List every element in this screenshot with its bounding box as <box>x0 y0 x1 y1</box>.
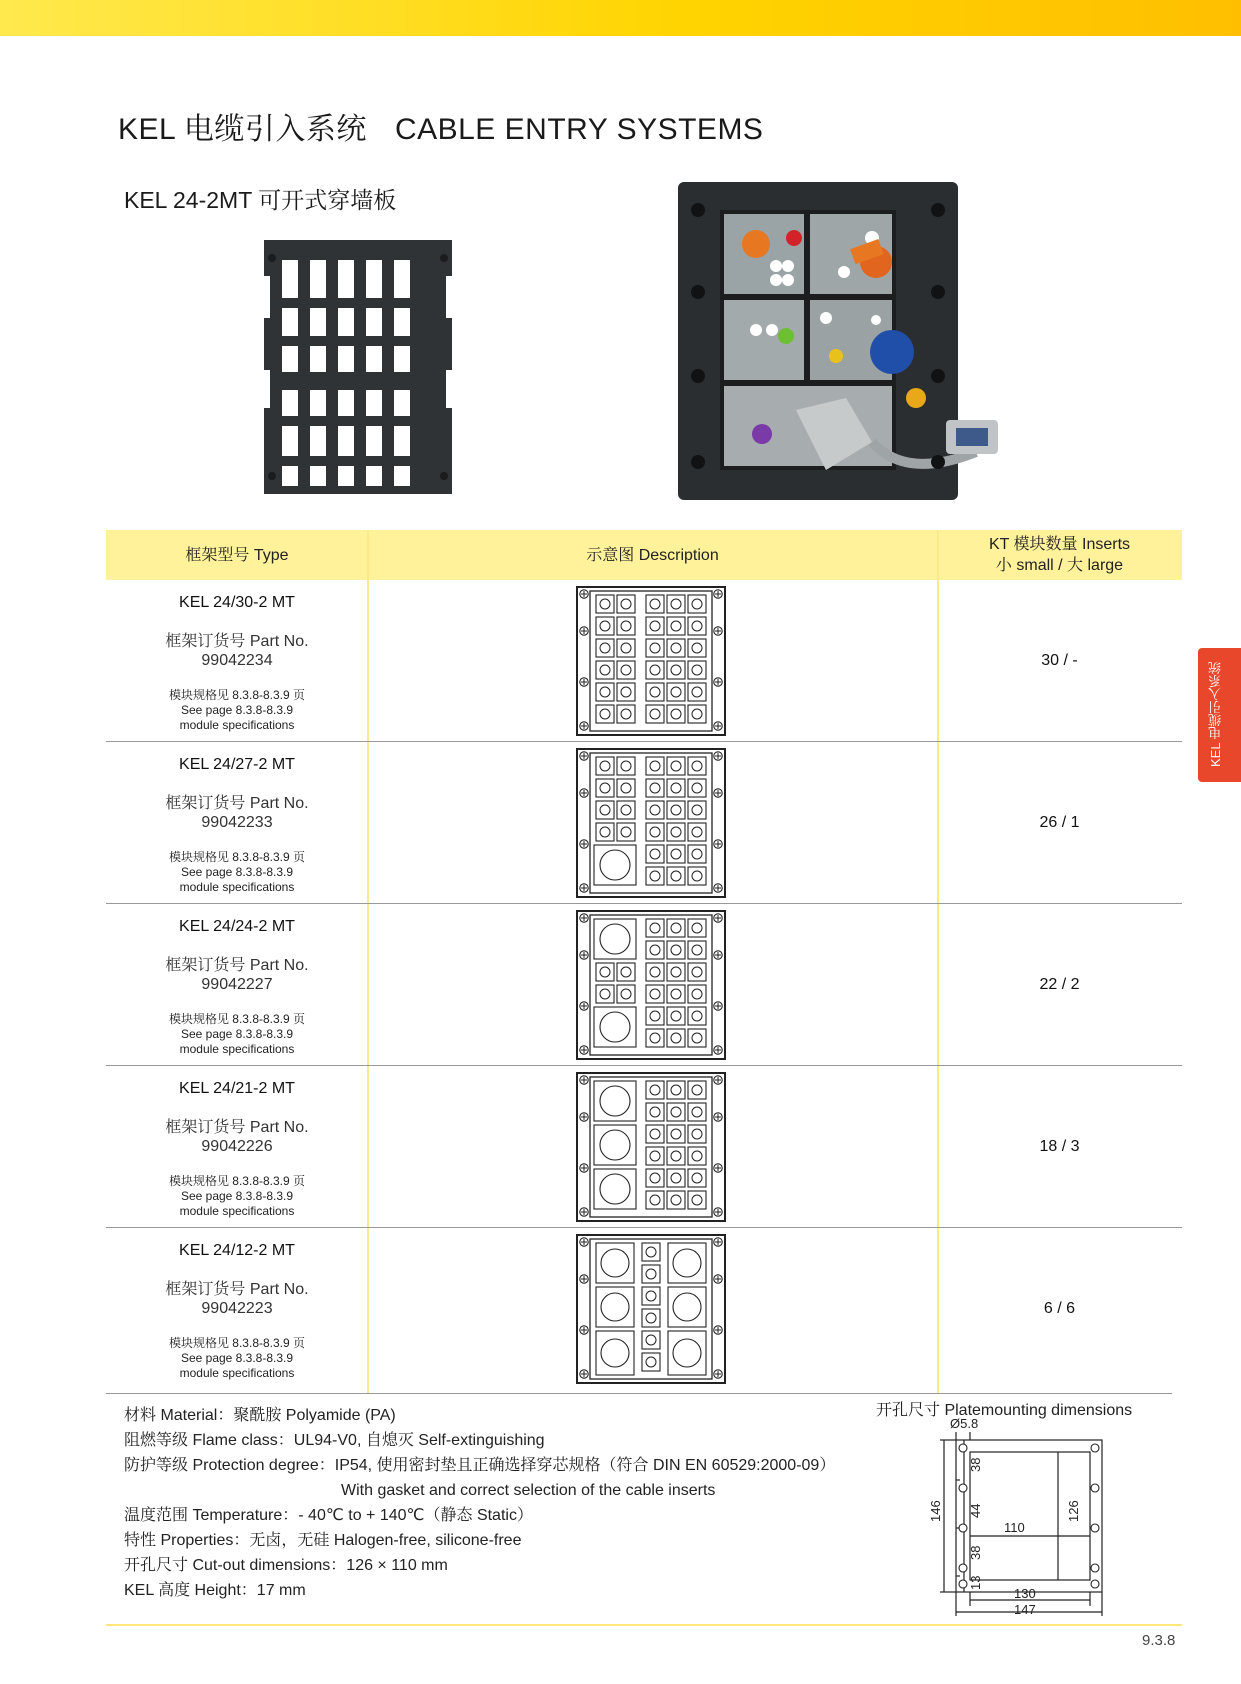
spec-height: KEL 高度 Height：17 mm <box>124 1582 306 1599</box>
assembled-photo <box>676 180 1000 502</box>
inserts-count: 6 / 6 <box>1043 1300 1076 1317</box>
table-row <box>106 904 1182 1066</box>
spec-note: 模块规格见 8.3.8-8.3.9 页 See page 8.3.8-8.3.9 module specifications <box>168 1012 306 1056</box>
spec-temperature: 温度范围 Temperature：- 40℃ to + 140℃（静态 Static） <box>124 1507 533 1524</box>
part-no: 99042227 <box>201 976 273 993</box>
footer-line <box>106 1624 1182 1626</box>
part-no-label: 框架订货号 Part No. <box>165 633 309 650</box>
type-cell <box>106 580 368 742</box>
product-subtitle: KEL 24-2MT 可开式穿墙板 <box>124 187 397 213</box>
table-row <box>106 742 1182 904</box>
top-color-bar <box>0 0 1241 36</box>
inserts-header-line1: KT 模块数量 Inserts <box>988 536 1131 553</box>
part-no-label: 框架订货号 Part No. <box>165 795 309 812</box>
side-tab-label: KEL 电缆引入系统 <box>1208 661 1223 767</box>
model-name: KEL 24/21-2 MT <box>179 1080 295 1097</box>
dim-44: 44 <box>968 1503 983 1518</box>
dim-hole: Ø5.8 <box>950 1418 979 1431</box>
page-title <box>118 104 791 148</box>
table-row <box>106 1228 1182 1390</box>
inserts-count: 30 / - <box>1041 652 1078 669</box>
dim-146: 146 <box>928 1500 943 1522</box>
spec-note: 模块规格见 8.3.8-8.3.9 页 See page 8.3.8-8.3.9 module specifications <box>168 850 306 894</box>
spec-material: 材料 Material：聚酰胺 Polyamide (PA) <box>124 1407 396 1424</box>
page-number: 9.3.8 <box>1142 1632 1176 1649</box>
spec-note: 模块规格见 8.3.8-8.3.9 页 See page 8.3.8-8.3.9 module specifications <box>168 1174 306 1218</box>
part-no-label: 框架订货号 Part No. <box>165 1119 309 1136</box>
col-inserts-header <box>937 530 1182 580</box>
inserts-count: 26 / 1 <box>1039 814 1080 831</box>
platemount-title: 开孔尺寸 Platemounting dimensions <box>876 1402 1133 1419</box>
spec-cutout: 开孔尺寸 Cut-out dimensions：126 × 110 mm <box>124 1557 448 1574</box>
part-no-label: 框架订货号 Part No. <box>165 957 309 974</box>
col-type-header: 框架型号 Type <box>185 546 289 564</box>
spec-flame: 阻燃等级 Flame class：UL94-V0, 自熄灭 Self-extinguishing <box>124 1432 545 1449</box>
spec-protection-en: With gasket and correct selection of the cable inserts <box>341 1482 716 1499</box>
inserts-count: 18 / 3 <box>1039 1138 1080 1155</box>
part-no: 99042223 <box>201 1300 273 1317</box>
dim-126: 126 <box>1066 1500 1081 1522</box>
part-no: 99042234 <box>201 652 273 669</box>
spec-protection: 防护等级 Protection degree：IP54, 使用密封垫且正确选择穿芯规格（符合 DIN EN 60529:2000-09） <box>124 1457 836 1474</box>
part-no: 99042233 <box>201 814 273 831</box>
inserts-header-line2: 小 small / 大 large <box>995 557 1124 574</box>
frame-diagram <box>576 1072 726 1222</box>
frame-diagram <box>576 748 726 898</box>
section-divider <box>106 1393 1172 1394</box>
platemount-drawing <box>900 1418 1114 1618</box>
part-no: 99042226 <box>201 1138 273 1155</box>
part-no-label: 框架订货号 Part No. <box>165 1281 309 1298</box>
title-cn: KEL 电缆引入系统 <box>118 113 367 146</box>
title-en: CABLE ENTRY SYSTEMS <box>394 113 764 146</box>
table-header <box>106 530 1182 580</box>
spec-properties: 特性 Properties：无卤，无硅 Halogen-free, silicone-free <box>124 1532 522 1549</box>
inserts-count: 22 / 2 <box>1039 976 1080 993</box>
dim-147: 147 <box>1014 1602 1036 1617</box>
type-cell <box>106 904 368 1066</box>
model-name: KEL 24/12-2 MT <box>179 1242 295 1259</box>
col-description-header: 示意图 Description <box>586 546 719 564</box>
dim-38a: 38 <box>968 1457 983 1472</box>
type-cell <box>106 1228 368 1390</box>
spec-note: 模块规格见 8.3.8-8.3.9 页 See page 8.3.8-8.3.9 module specifications <box>168 688 306 732</box>
model-name: KEL 24/30-2 MT <box>179 594 295 611</box>
frame-photo <box>262 238 454 496</box>
model-name: KEL 24/24-2 MT <box>179 918 295 935</box>
dim-38b: 38 <box>968 1545 983 1560</box>
type-cell <box>106 742 368 904</box>
frame-diagram <box>576 586 726 736</box>
specifications <box>124 1403 835 1603</box>
table-row <box>106 1066 1182 1228</box>
side-tab[interactable] <box>1198 648 1241 782</box>
frame-diagram <box>576 910 726 1060</box>
dim-13: 13 <box>968 1575 983 1590</box>
model-name: KEL 24/27-2 MT <box>179 756 295 773</box>
spec-note: 模块规格见 8.3.8-8.3.9 页 See page 8.3.8-8.3.9 module specifications <box>168 1336 306 1380</box>
dim-130: 130 <box>1014 1586 1036 1601</box>
table-row <box>106 580 1182 742</box>
frame-diagram <box>576 1234 726 1384</box>
type-cell <box>106 1066 368 1228</box>
dim-110: 110 <box>1004 1520 1025 1535</box>
